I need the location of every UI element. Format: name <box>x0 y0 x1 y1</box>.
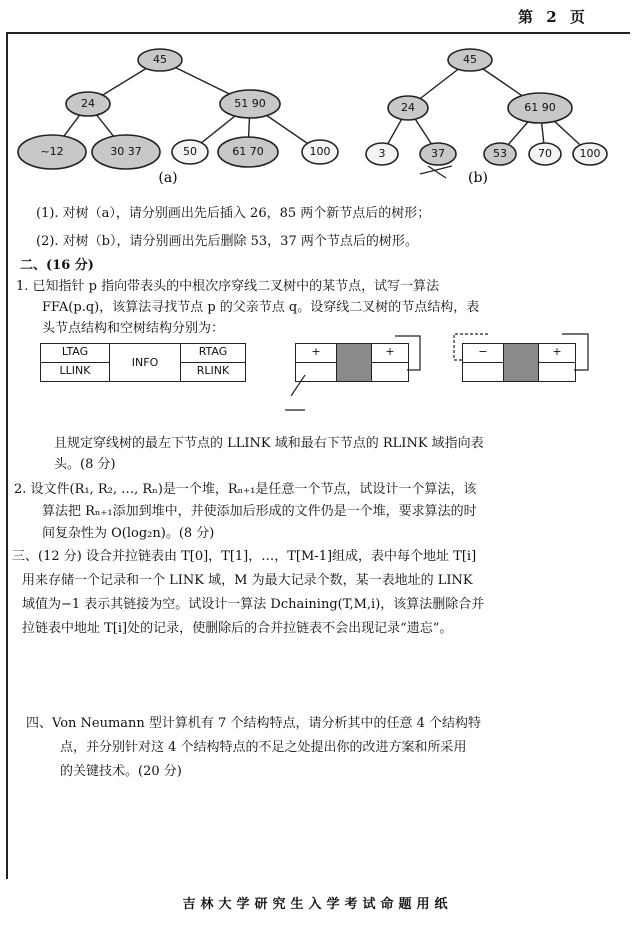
head-ltag: + <box>295 343 337 363</box>
svg-text:53: 53 <box>493 147 507 160</box>
empty-rtag: + <box>538 343 576 363</box>
svg-text:3: 3 <box>378 147 386 160</box>
tree-a-leaf <box>18 135 86 169</box>
tree-a-leaf <box>172 140 208 164</box>
question-3-line4: 拉链表中地址 T[i]处的记录，使删除后的合并拉链表不会出现记录“遗忘”。 <box>22 621 453 636</box>
handwritten-cross-mark <box>420 166 452 178</box>
svg-text:37: 37 <box>431 147 445 160</box>
node-structure-diagram <box>40 343 250 383</box>
tree-b-leaf <box>573 143 607 165</box>
empty-ltag: − <box>462 343 504 363</box>
question-3-line1: 三、(12 分) 设合并拉链表由 T[0]，T[1]，…，T[M-1]组成，表中每个地址 T[i] <box>12 549 477 564</box>
question-2-2-line3: 间复杂性为 O(log₂n)。(8 分) <box>42 526 215 541</box>
tree-b <box>366 49 607 186</box>
question-4-line2: 点，并分别针对这 4 个结构特点的不足之处提出你的改进方案和所采用 <box>60 740 467 755</box>
question-3-line3: 域值为−1 表示其链接为空。试设计一算法 Dchaining(T,M,i)，该算法删除合并 <box>22 597 485 612</box>
tree-a <box>18 49 338 186</box>
tree-b-leaf <box>484 143 516 165</box>
svg-text:~12: ~12 <box>40 145 64 158</box>
llink-field: LLINK <box>40 362 110 382</box>
tree-b-leaf <box>529 143 561 165</box>
exam-paper-footer: 吉林大学研究生入学考试命题用纸 <box>182 897 453 912</box>
question-2-2-line2: 算法把 Rₙ₊₁添加到堆中，并使添加后形成的文件仍是一个堆，要求算法的时 <box>42 504 477 519</box>
svg-text:45: 45 <box>463 53 477 66</box>
tree-b-node <box>388 96 428 120</box>
tree-a-node <box>66 92 110 116</box>
svg-text:100: 100 <box>579 147 601 160</box>
svg-text:70: 70 <box>538 147 552 160</box>
question-1-b: (2). 对树（b），请分别画出先后删除 53，37 两个节点后的树形。 <box>36 234 418 249</box>
rtag-field: RTAG <box>180 343 246 363</box>
question-2-heading: 二、(16 分) <box>20 258 94 273</box>
question-1-a: (1). 对树（a），请分别画出先后插入 26，85 两个新节点后的树形； <box>36 206 431 221</box>
tree-b-root <box>448 49 492 71</box>
tree-b-node <box>508 93 572 123</box>
empty-tree-arrows <box>450 330 600 410</box>
tree-figures <box>0 38 635 198</box>
question-4-line1: 四、Von Neumann 型计算机有 7 个结构特点，请分析其中的任意 4 个结构特 <box>26 716 481 731</box>
head-rtag: + <box>371 343 409 363</box>
svg-text:45: 45 <box>153 53 167 66</box>
svg-text:30 37: 30 37 <box>110 145 142 158</box>
tree-a-leaf <box>218 137 278 167</box>
head-node-arrows <box>285 330 435 420</box>
tree-a-root <box>138 49 182 71</box>
svg-text:61 90: 61 90 <box>524 101 556 114</box>
tree-a-leaf <box>92 135 160 169</box>
rlink-field: RLINK <box>180 362 246 382</box>
tree-b-leaf <box>420 143 456 165</box>
svg-text:61 70: 61 70 <box>232 145 264 158</box>
svg-text:24: 24 <box>81 97 95 110</box>
question-2-1-line5: 头。(8 分) <box>54 457 116 472</box>
question-2-1-line2: FFA(p.q)，该算法寻找节点 p 的父亲节点 q。设穿线二叉树的节点结构，表 <box>42 300 480 315</box>
question-2-1-line1: 1. 已知指针 p 指向带表头的中根次序穿线二叉树中的某节点，试写一算法 <box>16 279 440 294</box>
svg-text:100: 100 <box>309 145 331 158</box>
svg-text:50: 50 <box>183 145 197 158</box>
question-2-1-line4: 且规定穿线树的最左下节点的 LLINK 域和最右下节点的 RLINK 域指向表 <box>54 436 484 451</box>
question-2-2-line1: 2. 设文件(R₁, R₂, …, Rₙ)是一个堆，Rₙ₊₁是任意一个节点，试设计一个算法，该 <box>14 482 477 497</box>
question-2-1-line3: 头节点结构和空树结构分别为： <box>42 321 225 336</box>
ltag-field: LTAG <box>40 343 110 363</box>
tree-a-leaf <box>302 140 338 164</box>
tree-b-caption: (b) <box>468 170 488 186</box>
question-4-line3: 的关键技术。(20 分) <box>60 764 182 779</box>
page-number: 第 2 页 <box>518 8 589 26</box>
tree-a-caption: (a) <box>158 170 178 186</box>
svg-text:24: 24 <box>401 101 415 114</box>
svg-text:51 90: 51 90 <box>234 97 266 110</box>
tree-b-leaf <box>366 143 398 165</box>
question-3-line2: 用来存储一个记录和一个 LINK 域，M 为最大记录个数，某一表地址的 LINK <box>22 573 473 588</box>
info-field: INFO <box>109 343 181 382</box>
tree-a-node <box>220 90 280 118</box>
